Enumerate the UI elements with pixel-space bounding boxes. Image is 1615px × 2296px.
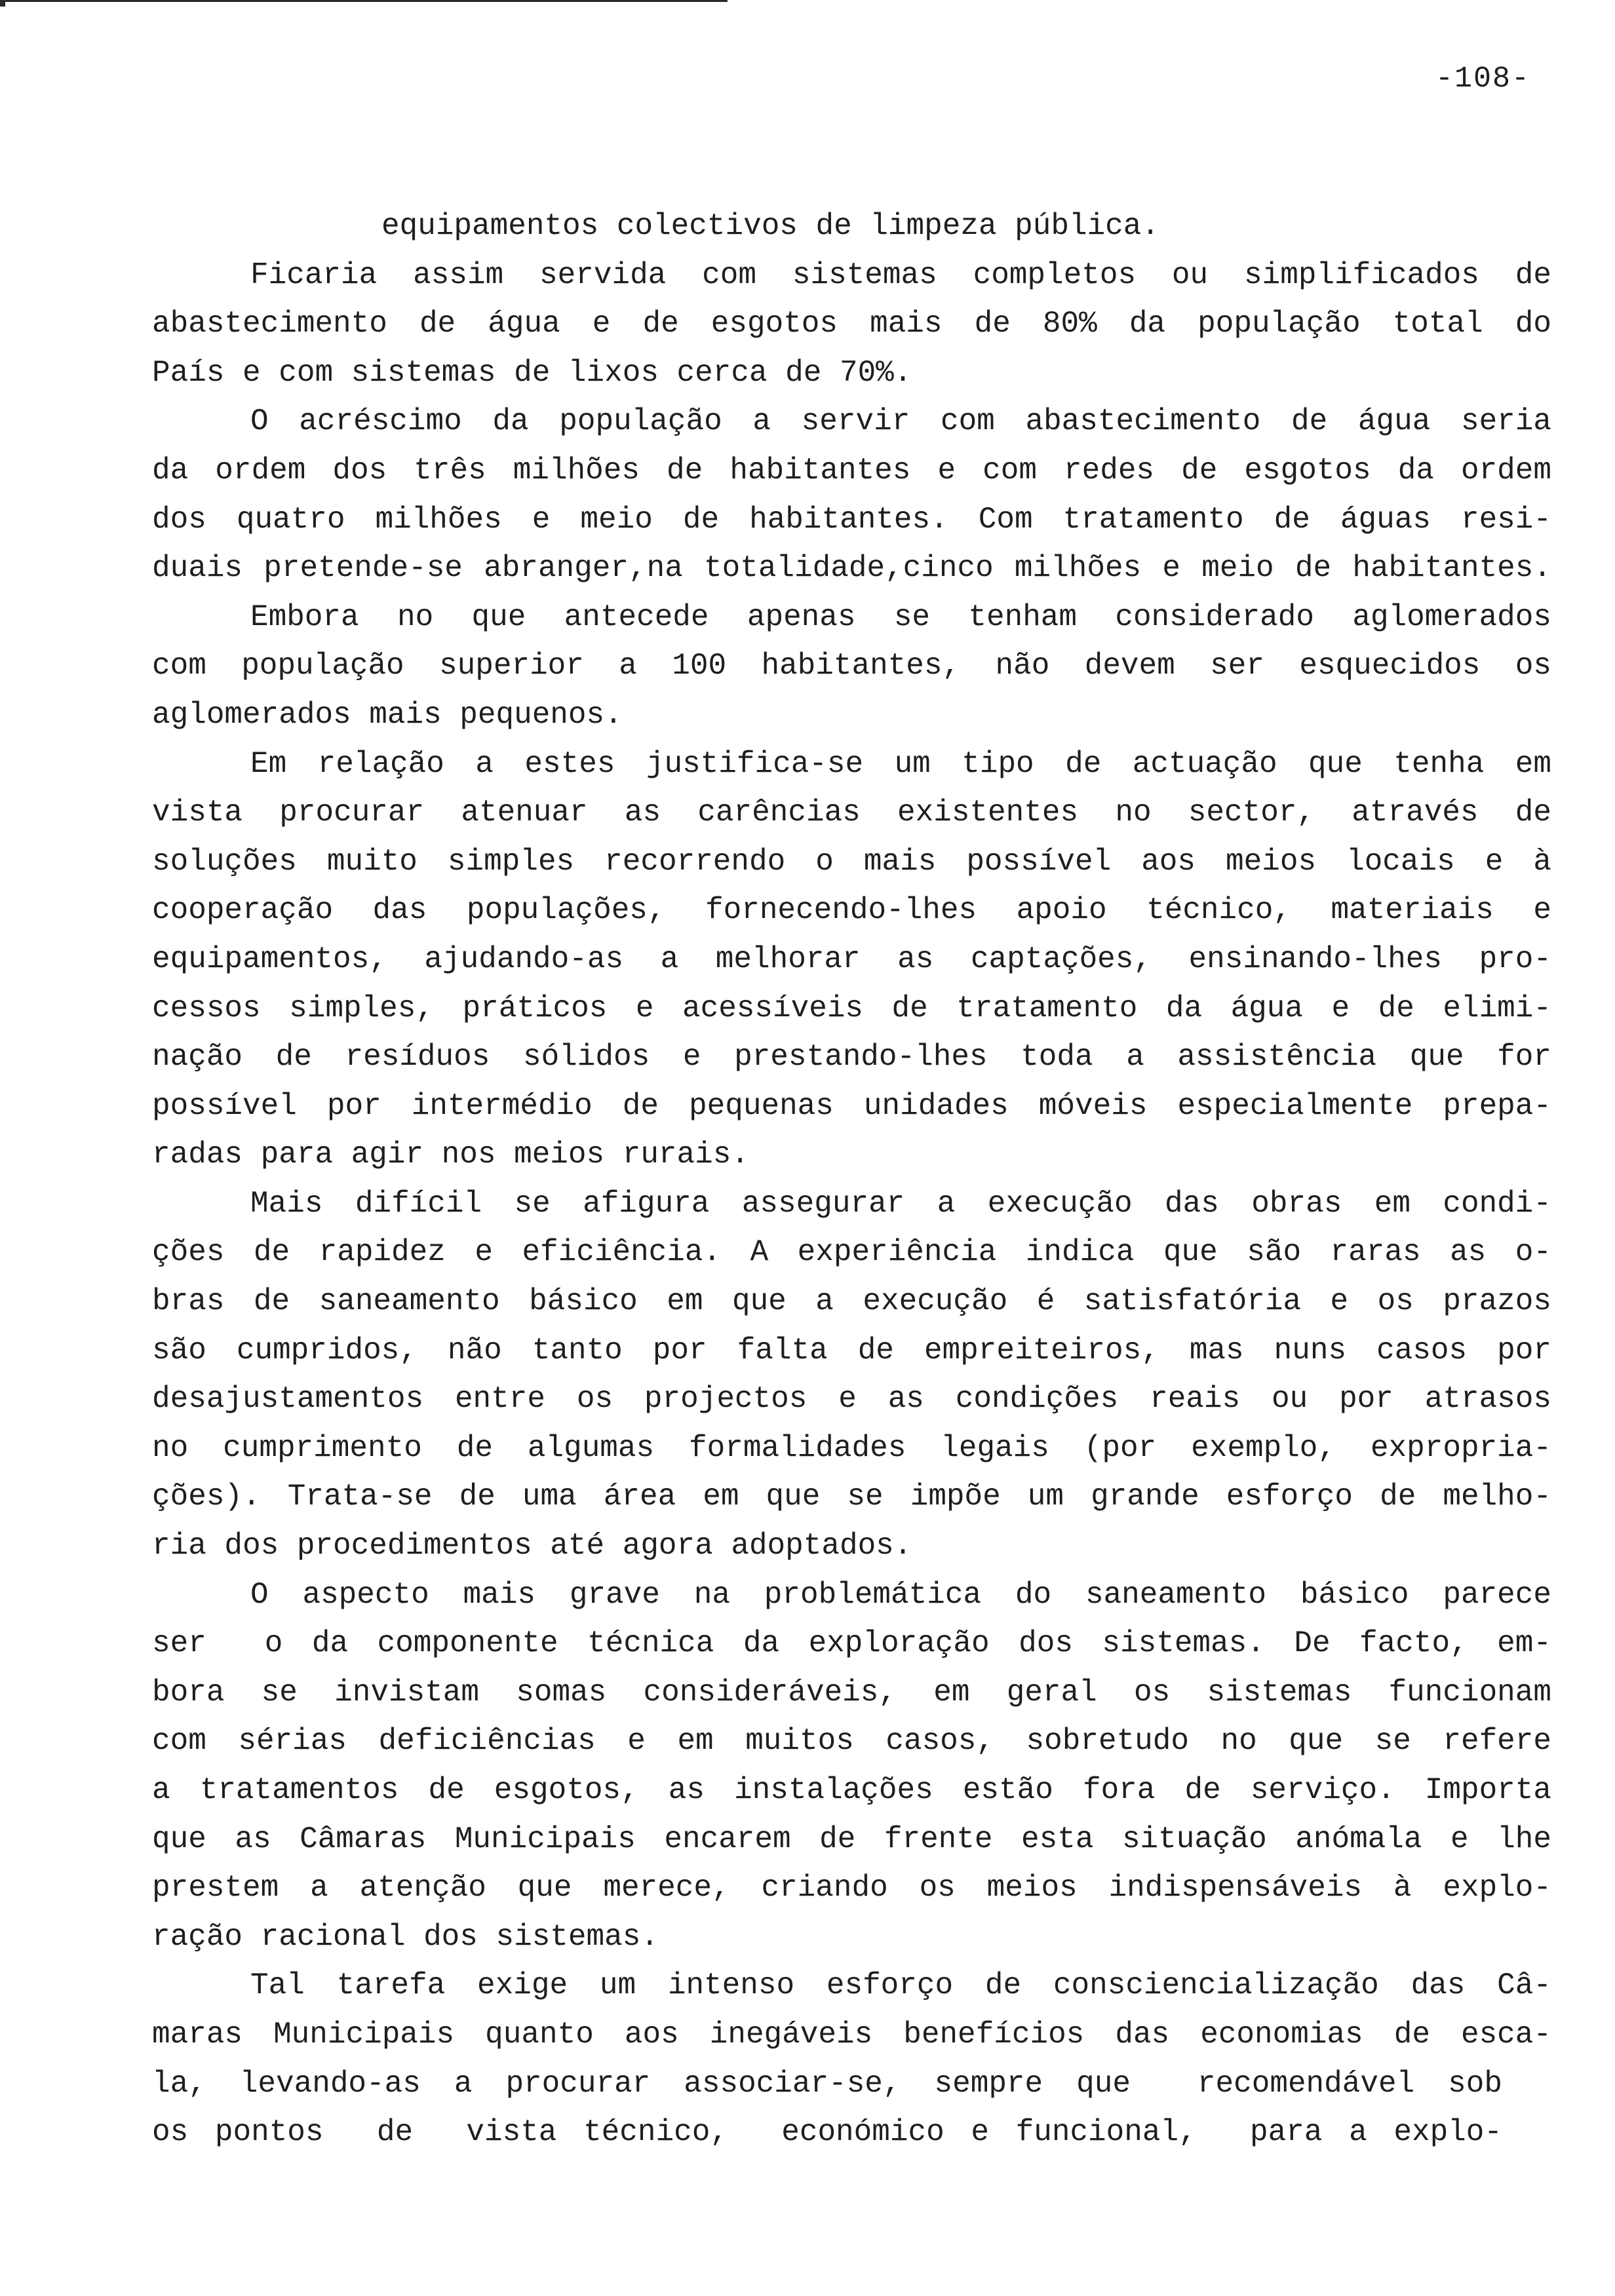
text-line: Em relação a estes justifica-se um tipo de actuação que tenha em xyxy=(250,746,1551,781)
text-line: Mais difícil se afigura assegurar a execução das obras em condi- xyxy=(250,1186,1551,1221)
text-line: Tal tarefa exige um intenso esforço de consciencialização das Câ- xyxy=(250,1968,1551,2003)
text-line: soluções muito simples recorrendo o mais possível aos meios locais e à xyxy=(152,844,1551,879)
text-line: desajustamentos entre os projectos e as condições reais ou por atrasos xyxy=(152,1382,1551,1417)
text-line: abastecimento de água e de esgotos mais de 80% da população total do xyxy=(152,307,1551,341)
text-line: maras Municipais quanto aos inegáveis benefícios das economias de esca- xyxy=(152,2017,1551,2052)
text-line: ções de rapidez e eficiência. A experiência indica que são raras as o- xyxy=(152,1235,1551,1270)
text-line: possível por intermédio de pequenas unidades móveis especialmente prepa- xyxy=(152,1088,1551,1123)
text-line: bora se invistam somas consideráveis, em geral os sistemas funcionam xyxy=(152,1675,1551,1710)
text-line: com população superior a 100 habitantes, não devem ser esquecidos os xyxy=(152,649,1551,683)
scan-corner-mark xyxy=(0,0,5,7)
text-line: os pontos de vista técnico, económico e funcional, para a explo- xyxy=(152,2115,1502,2150)
text-line: dos quatro milhões e meio de habitantes. Com tratamento de águas resi- xyxy=(152,502,1551,537)
text-line: ria dos procedimentos até agora adoptados. xyxy=(152,1529,912,1563)
text-line: cooperação das populações, fornecendo-lhes apoio técnico, materiais e xyxy=(152,893,1551,928)
text-line: duais pretende-se abranger,na totalidade,cinco milhões e meio de habitantes. xyxy=(152,551,1551,586)
text-line: Ficaria assim servida com sistemas completos ou simplificados de xyxy=(250,258,1551,292)
text-line: com sérias deficiências e em muitos casos, sobretudo no que se refere xyxy=(152,1724,1551,1759)
text-line: a tratamentos de esgotos, as instalações estão fora de serviço. Importa xyxy=(152,1773,1551,1807)
text-line: País e com sistemas de lixos cerca de 70%. xyxy=(152,355,912,390)
text-line: aglomerados mais pequenos. xyxy=(152,697,623,732)
text-line: O acréscimo da população a servir com abastecimento de água seria xyxy=(250,404,1551,439)
text-line: equipamentos colectivos de limpeza pública. xyxy=(381,209,1159,243)
text-line: prestem a atenção que merece, criando os meios indispensáveis à explo- xyxy=(152,1871,1551,1905)
text-line: que as Câmaras Municipais encarem de frente esta situação anómala e lhe xyxy=(152,1822,1551,1856)
text-line: O aspecto mais grave na problemática do saneamento básico parece xyxy=(250,1577,1551,1612)
text-line: no cumprimento de algumas formalidades legais (por exemplo, expropria- xyxy=(152,1430,1551,1465)
text-line: ções). Trata-se de uma área em que se impõe um grande esforço de melho- xyxy=(152,1480,1551,1514)
body-text xyxy=(152,202,1551,2157)
text-line: cessos simples, práticos e acessíveis de tratamento da água e de elimi- xyxy=(152,991,1551,1025)
text-line: bras de saneamento básico em que a execução é satisfatória e os prazos xyxy=(152,1284,1551,1319)
page-number: -108- xyxy=(1435,62,1531,96)
text-line: vista procurar atenuar as carências existentes no sector, através de xyxy=(152,795,1551,830)
scan-top-rule xyxy=(0,0,728,5)
text-line: ser o da componente técnica da exploração dos sistemas. De facto, em- xyxy=(152,1626,1551,1661)
text-line: radas para agir nos meios rurais. xyxy=(152,1138,749,1172)
text-line: Embora no que antecede apenas se tenham considerado aglomerados xyxy=(250,600,1551,634)
text-line: la, levando-as a procurar associar-se, sempre que recomendável sob xyxy=(152,2066,1502,2101)
text-line: da ordem dos três milhões de habitantes e com redes de esgotos da ordem xyxy=(152,453,1551,488)
text-line: equipamentos, ajudando-as a melhorar as captações, ensinando-lhes pro- xyxy=(152,942,1551,976)
text-line: nação de resíduos sólidos e prestando-lhes toda a assistência que for xyxy=(152,1040,1551,1075)
text-line: são cumpridos, não tanto por falta de empreiteiros, mas nuns casos por xyxy=(152,1333,1551,1368)
text-line: ração racional dos sistemas. xyxy=(152,1919,659,1954)
